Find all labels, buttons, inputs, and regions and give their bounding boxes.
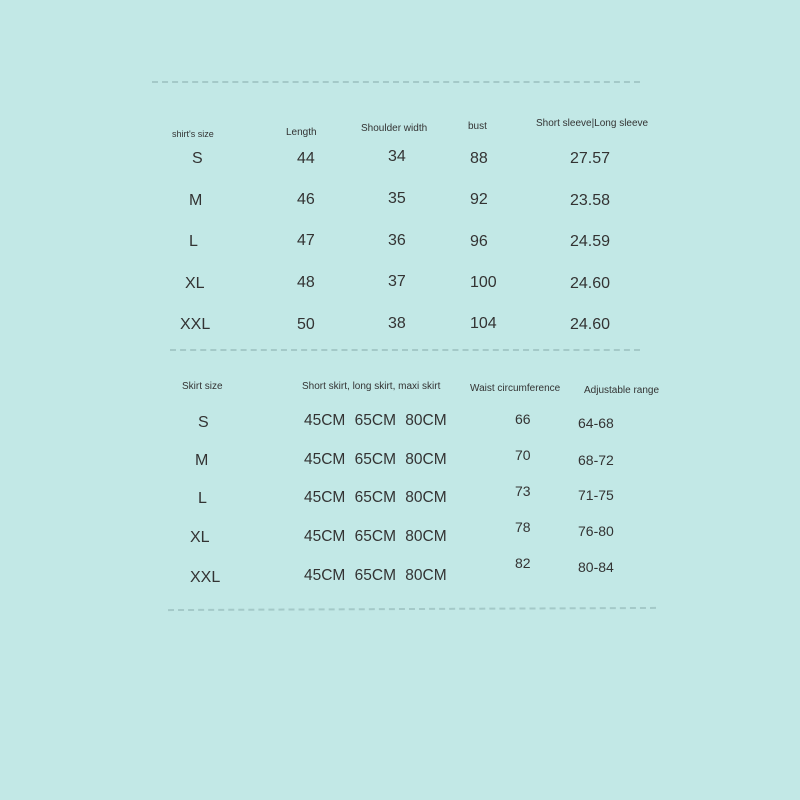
shirt-cell-bust: 92 <box>470 191 488 208</box>
skirt-header-lengths: Short skirt, long skirt, maxi skirt <box>302 381 441 392</box>
skirt-cell-lengths: 45CM 65CM 80CM <box>304 412 447 429</box>
shirt-cell-shoulder: 35 <box>388 190 406 207</box>
skirt-cell-lengths: 45CM 65CM 80CM <box>304 567 447 584</box>
skirt-header-adjustable: Adjustable range <box>584 385 660 396</box>
shirt-cell-size: S <box>192 150 203 167</box>
skirt-cell-waist: 66 <box>515 411 531 427</box>
skirt-cell-lengths: 45CM 65CM 80CM <box>304 528 447 545</box>
shirt-cell-shoulder: 36 <box>388 232 406 249</box>
middle-divider <box>170 349 640 351</box>
skirt-cell-size: XL <box>190 529 210 546</box>
shirt-cell-size: M <box>189 192 203 209</box>
bottom-divider <box>168 607 656 611</box>
skirt-cell-range: 64-68 <box>578 415 614 431</box>
skirt-header-size: Skirt size <box>182 381 223 392</box>
shirt-header-bust: bust <box>468 121 487 132</box>
shirt-cell-bust: 104 <box>470 315 497 332</box>
shirt-cell-shoulder: 34 <box>388 148 406 165</box>
shirt-cell-length: 48 <box>297 274 315 291</box>
shirt-cell-bust: 88 <box>470 150 488 167</box>
shirt-header-sleeve: Short sleeve|Long sleeve <box>536 118 649 129</box>
shirt-cell-size: XL <box>185 275 205 292</box>
skirt-cell-waist: 82 <box>515 555 531 571</box>
skirt-cell-waist: 70 <box>515 447 531 463</box>
skirt-cell-range: 80-84 <box>578 559 614 575</box>
shirt-cell-bust: 96 <box>470 233 488 250</box>
skirt-cell-range: 76-80 <box>578 523 614 539</box>
skirt-cell-range: 71-75 <box>578 487 614 503</box>
shirt-cell-bust: 100 <box>470 274 497 291</box>
skirt-cell-range: 68-72 <box>578 452 614 468</box>
shirt-cell-sleeve: 23.58 <box>570 192 611 209</box>
shirt-cell-shoulder: 38 <box>388 315 406 332</box>
skirt-cell-size: L <box>198 490 207 507</box>
shirt-cell-sleeve: 24.60 <box>570 275 611 292</box>
shirt-cell-length: 50 <box>297 316 315 333</box>
skirt-cell-size: XXL <box>190 569 221 586</box>
skirt-cell-size: S <box>198 414 209 431</box>
shirt-header-length: Length <box>286 127 317 138</box>
shirt-cell-size: L <box>189 233 198 250</box>
skirt-cell-waist: 73 <box>515 483 531 499</box>
shirt-cell-size: XXL <box>180 316 211 333</box>
skirt-cell-waist: 78 <box>515 519 531 535</box>
shirt-cell-length: 47 <box>297 232 315 249</box>
shirt-cell-sleeve: 24.59 <box>570 233 611 250</box>
shirt-cell-sleeve: 27.57 <box>570 150 611 167</box>
skirt-header-waist: Waist circumference <box>470 383 561 394</box>
shirt-cell-length: 44 <box>297 150 315 167</box>
shirt-header-shoulder-width: Shoulder width <box>361 123 428 134</box>
skirt-cell-lengths: 45CM 65CM 80CM <box>304 451 447 468</box>
shirt-cell-length: 46 <box>297 191 315 208</box>
shirt-cell-shoulder: 37 <box>388 273 406 290</box>
skirt-cell-lengths: 45CM 65CM 80CM <box>304 489 447 506</box>
skirt-cell-size: M <box>195 452 209 469</box>
top-divider <box>152 81 640 83</box>
shirt-header-size: shirt's size <box>172 129 214 139</box>
shirt-cell-sleeve: 24.60 <box>570 316 611 333</box>
